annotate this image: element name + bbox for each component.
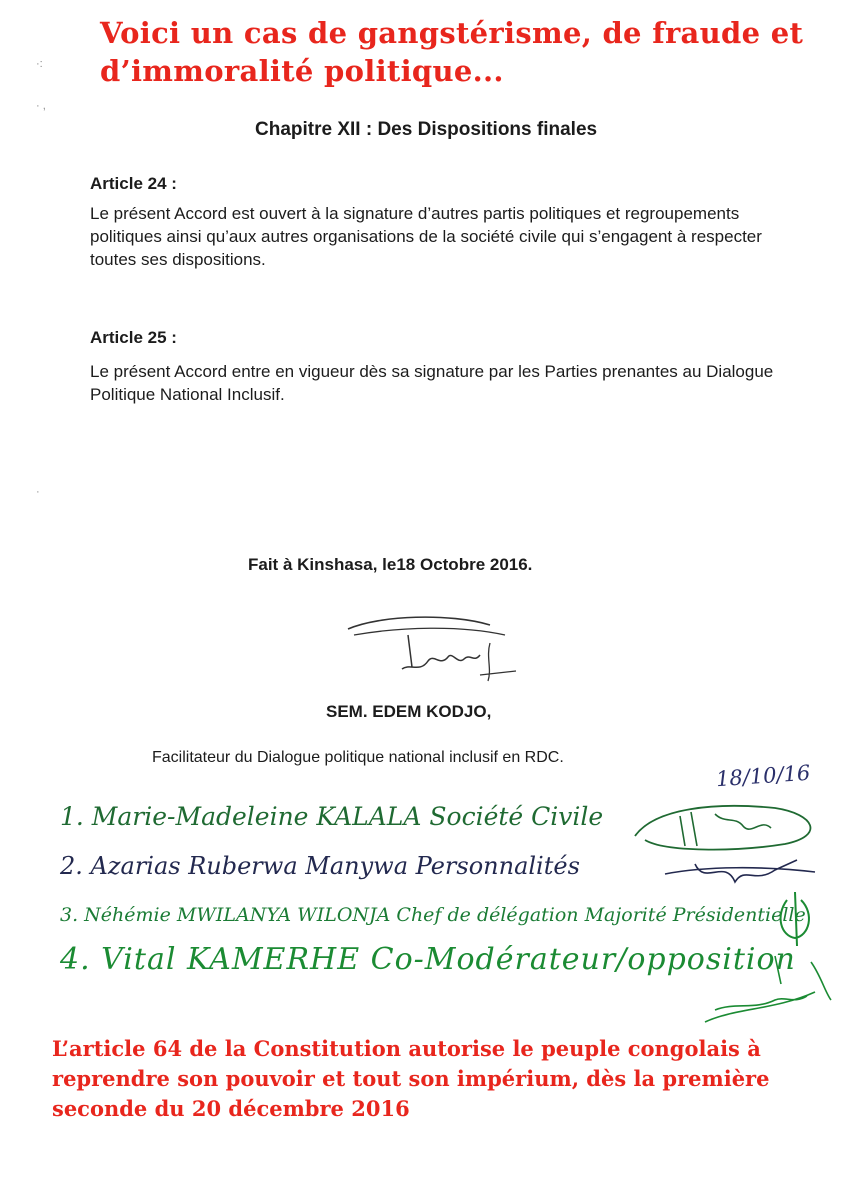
signatory-row-3: 3. Néhémie MWILANYA WILONJA Chef de délégation Majorité Présidentielle xyxy=(60,904,806,926)
signer-name: SEM. EDEM KODJO, xyxy=(326,702,492,721)
scan-artifact: ·: xyxy=(36,58,43,70)
article-24-heading: Article 24 : xyxy=(90,174,177,193)
handwritten-date: 18/10/16 xyxy=(715,760,812,792)
article-25-heading: Article 25 : xyxy=(90,328,177,347)
signer-role: Facilitateur du Dialogue politique national inclusif en RDC. xyxy=(152,749,564,766)
article-25-body: Le présent Accord entre en vigueur dès sa signature par les Parties prenantes au Dialogue Politique National Inclusif. xyxy=(90,362,774,404)
signatory-row-4: 4. Vital KAMERHE Co-Modérateur/opposition xyxy=(60,942,796,977)
kodjo-signature xyxy=(340,605,540,700)
scan-artifact: · , xyxy=(36,100,46,112)
headline-bottom: L’article 64 de la Constitution autorise le peuple congolais à reprendre son pouvoir et tout son impérium, dès la première seconde du 20 décembre 2016 xyxy=(52,1036,770,1121)
place-date: Fait à Kinshasa, le18 Octobre 2016. xyxy=(248,555,533,574)
article-24-body: Le présent Accord est ouvert à la signature d’autres partis politiques et regroupements politiques ainsi qu’aux autres organisations de la société civile qui s’engagent à respecter toutes ses dispositions. xyxy=(90,204,762,269)
signatory-signatures xyxy=(625,796,835,1026)
scan-artifact: · xyxy=(36,486,40,498)
headline-top: Voici un cas de gangstérisme, de fraude et d’immoralité politique... xyxy=(100,16,804,88)
signatory-row-1: 1. Marie-Madeleine KALALA Société Civile xyxy=(60,802,604,831)
chapter-title: Chapitre XII : Des Dispositions finales xyxy=(255,119,598,140)
signatory-row-2: 2. Azarias Ruberwa Manywa Personnalités xyxy=(60,852,580,880)
